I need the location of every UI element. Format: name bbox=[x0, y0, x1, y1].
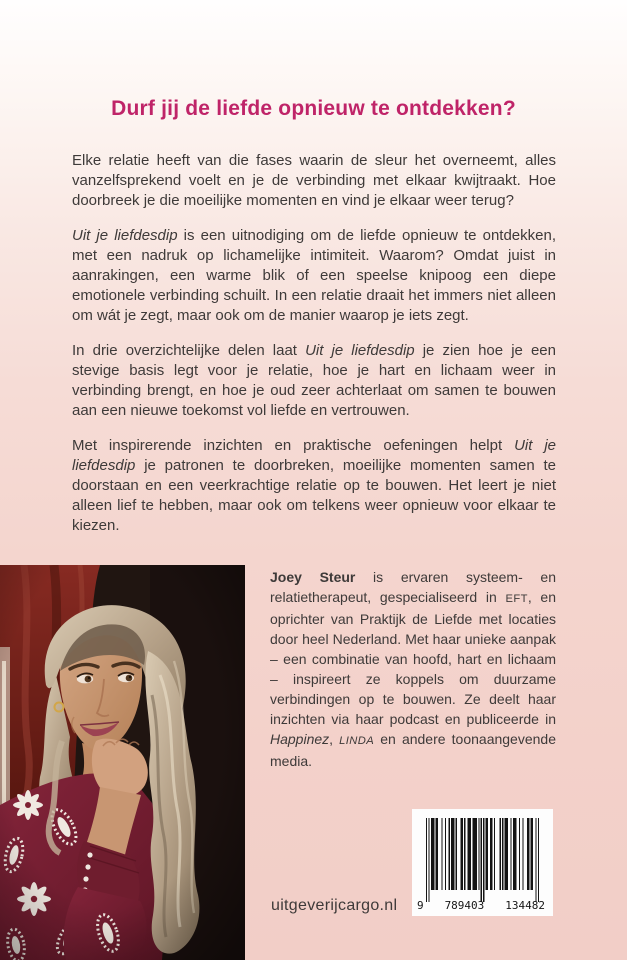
publisher-website: uitgeverijcargo.nl bbox=[271, 897, 398, 914]
text-segment: Uit je liefdesdip bbox=[305, 342, 415, 359]
text-segment: , bbox=[329, 731, 340, 747]
text-segment: is een uitnodiging om de liefde opnieuw te ontdekken, met een nadruk op lichamelijke intimiteit. Waarom? Omdat juist in aanrakingen, een warme blik of een speelse knipoog een diepe emotionele verbinding schuilt. In een relatie draait het immers niet alleen om wát je zegt, maar ook om de manier waarop je iets zegt. bbox=[72, 227, 556, 324]
blurb bbox=[72, 151, 556, 551]
blurb-paragraph-1 bbox=[72, 151, 556, 211]
text-segment: je patronen te doorbreken, moeilijke momenten samen te doorstaan en een veerkrachtige relatie op te bouwen. Het leert je niet alleen lief te hebben, maar ook om telkens weer opnieuw voor elkaar te kiezen. bbox=[72, 457, 556, 534]
text-segment: Happinez bbox=[270, 731, 330, 747]
isbn-digit-group: 789403 bbox=[444, 899, 485, 912]
blurb-paragraph-3 bbox=[72, 341, 556, 421]
isbn-digit-group: 9 bbox=[417, 899, 424, 912]
blurb-paragraph-4 bbox=[72, 436, 556, 536]
text-segment: Met inspirerende inzichten en praktische oefeningen helpt bbox=[72, 437, 515, 454]
isbn-barcode bbox=[412, 809, 553, 916]
isbn-number bbox=[412, 900, 553, 911]
text-segment: je zien hoe je een stevige basis legt voor je relatie, hoe je hart en lichaam weer in verbinding brengt, en hoe je oud zeer achterlaat om samen te bouwen aan een nieuwe toekomst vol liefde en vertrouwen. bbox=[72, 342, 556, 419]
headline: Durf jij de liefde opnieuw te ontdekken? bbox=[111, 97, 516, 120]
blurb-paragraph-2 bbox=[72, 226, 556, 326]
isbn-digit-group: 134482 bbox=[505, 899, 545, 912]
isbn-barcode-bars bbox=[426, 818, 539, 902]
author-photo bbox=[0, 565, 245, 960]
text-segment: en andere toonaangevende media. bbox=[270, 731, 556, 769]
text-segment: Uit je liefdesdip bbox=[72, 437, 556, 474]
text-segment: LINDA bbox=[339, 735, 375, 747]
text-segment: EFT bbox=[505, 593, 528, 605]
text-segment: , en oprichter van Praktijk de Liefde met locaties door heel Nederland. Met haar unieke aanpak – een combinatie van hoofd, hart en lichaam – inspireert ze koppels om duurzame verbindingen op te bouwen. Ze deelt haar inzichten via haar podcast en publiceerde in bbox=[270, 589, 556, 727]
author-bio bbox=[270, 567, 556, 771]
text-segment: is ervaren systeem- en relatietherapeut, gespecialiseerd in bbox=[270, 569, 556, 605]
text-segment: Elke relatie heeft van die fases waarin de sleur het overneemt, alles vanzelfsprekend voelt en je de verbinding met elkaar kwijtraakt. Hoe doorbreek je die moeilijke momenten en vind je elkaar weer terug? bbox=[72, 152, 556, 209]
text-segment: Joey Steur bbox=[270, 569, 356, 585]
author-portrait-illustration bbox=[0, 565, 245, 960]
text-segment: In drie overzichtelijke delen laat bbox=[72, 342, 306, 359]
text-segment: Uit je liefdesdip bbox=[72, 227, 178, 244]
